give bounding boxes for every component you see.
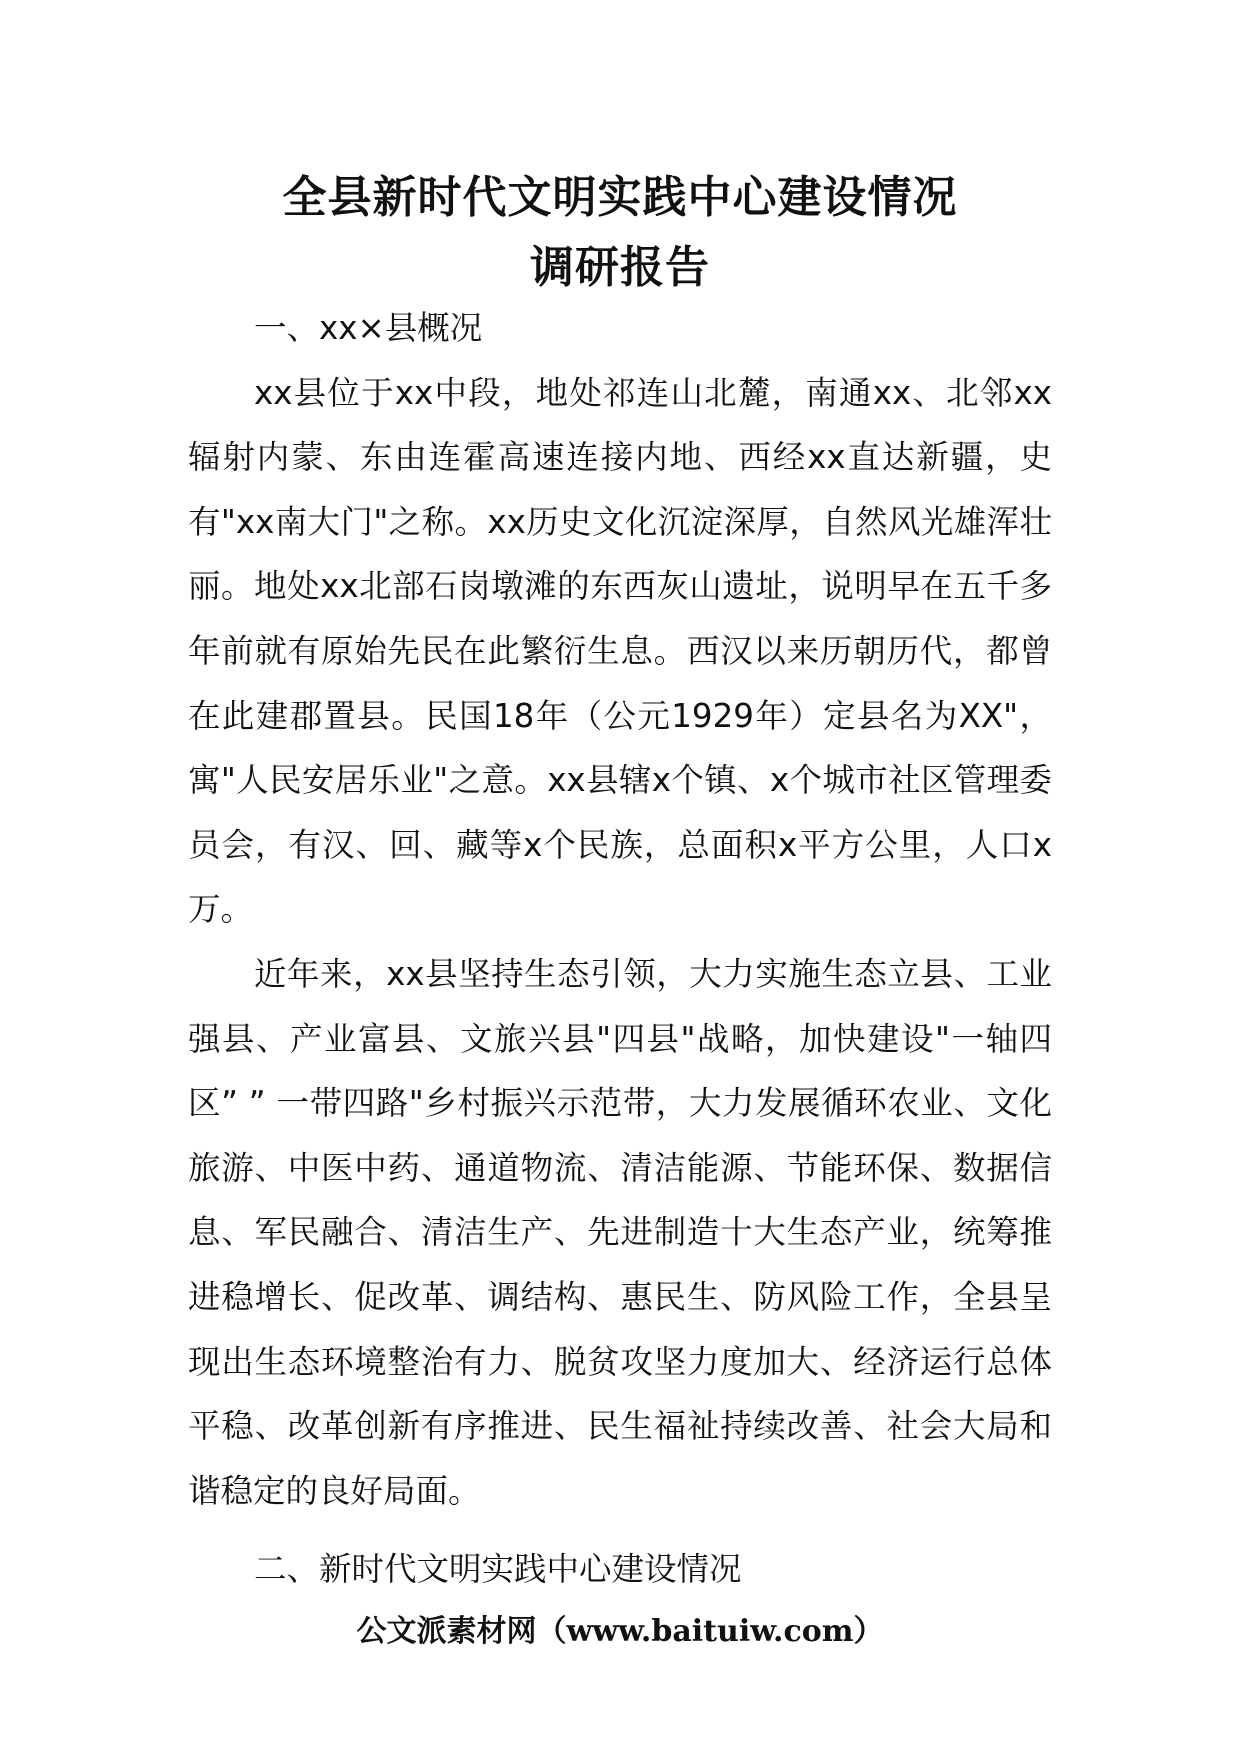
document-title-line1: 全县新时代文明实践中心建设情况 xyxy=(282,172,958,223)
section-heading-2: 二、新时代文明实践中心建设情况 xyxy=(254,1550,742,1589)
footer-watermark-text: 公文派素材网（www.baituiw.com） xyxy=(356,1614,884,1649)
section-heading-1: 一、xx×县概况 xyxy=(254,309,483,347)
paragraph-county-overview: xx县位于xx中段，地处祁连山北麓，南通xx、北邻xx辐射内蒙、东由连霍高速连接内地、西经xx直达新疆，史有"xx南大门"之称。xx历史文化沉淀深厚，自然风光雄浑壮丽。地处xx北部石岗墩滩的东西灰山遗址，说明早在五千多年前就有原始先民在此繁衍生息。西汉以来历朝历代，都曾在此建郡置县。民国18年（公元1929年）定县名为XX"，寓"人民安居乐业"之意。xx县辖x个镇、x个城市社区管理委员会，有汉、回、藏等x个民族，总面积x平方公里，人口x万。 xyxy=(188,373,1052,929)
document-title-line2: 调研报告 xyxy=(530,242,710,293)
paragraph-recent-development: 近年来，xx县坚持生态引领，大力实施生态立县、工业强县、产业富县、文旅兴县"四县"战略，加快建设"一轴四区” ” 一带四路"乡村振兴示范带，大力发展循环农业、文化旅游、中医中药、通道物流、清洁能源、节能环保、数据信息、军民融合、清洁生产、先进制造十大生态产业，统筹推进稳增长、促改革、调结构、惠民生、防风险工作，全县呈现出生态环境整治有力、脱贫攻坚力度加大、经济运行总体平稳、改革创新有序推进、民生福祉持续改善、社会大局和谐稳定的良好局面。 xyxy=(188,954,1052,1510)
section-spacer xyxy=(188,1523,1052,1537)
document-body xyxy=(188,296,1052,1602)
